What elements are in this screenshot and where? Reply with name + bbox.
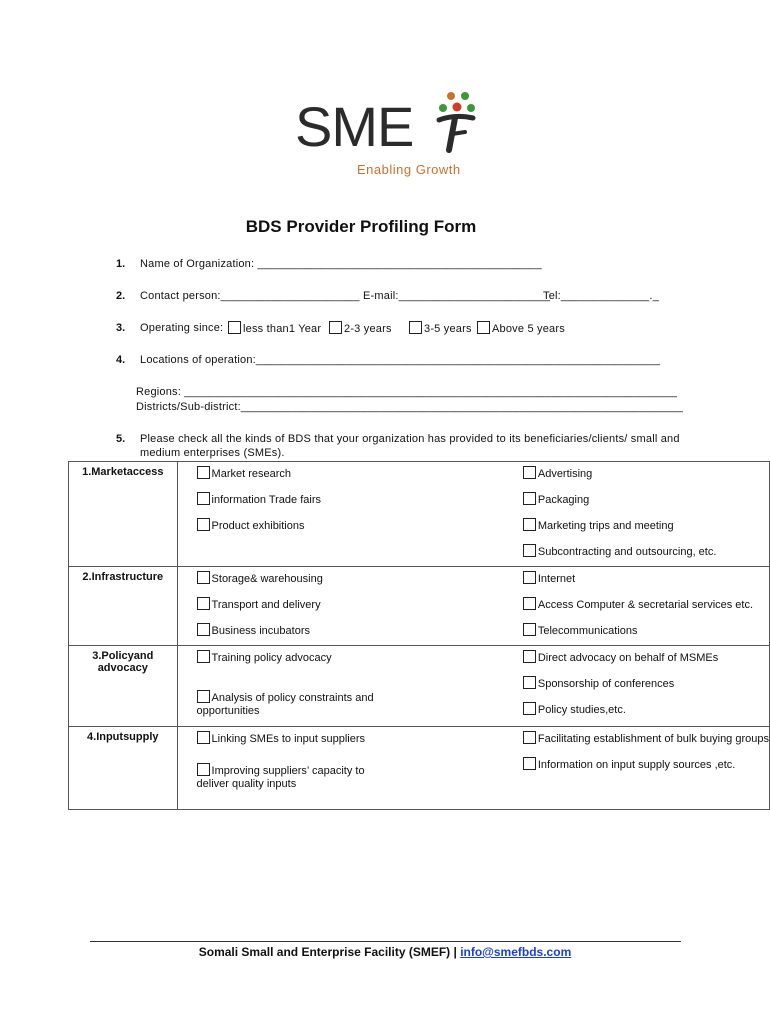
service-option[interactable]: Storage& warehousing — [197, 567, 441, 593]
checkbox-icon — [523, 492, 536, 505]
q3-option-2-3-years[interactable]: 2-3 years — [329, 321, 392, 335]
service-option[interactable]: Marketing trips and meeting — [523, 514, 769, 540]
service-option[interactable]: Advertising — [523, 462, 769, 488]
q3-number: 3. — [116, 322, 126, 334]
checkbox-icon — [523, 623, 536, 636]
service-option[interactable]: Policy studies,etc. — [523, 698, 769, 724]
service-option[interactable]: Product exhibitions — [197, 514, 441, 540]
service-option[interactable]: Sponsorship of conferences — [523, 672, 769, 698]
checkbox-icon — [197, 763, 210, 776]
checkbox-icon — [523, 544, 536, 557]
service-option[interactable]: information Trade fairs — [197, 488, 441, 514]
service-option[interactable]: Facilitating establishment of bulk buying groups — [523, 727, 769, 753]
checkbox-icon — [197, 623, 210, 636]
q3-option-above-5-years[interactable]: Above 5 years — [477, 321, 565, 335]
category-input-supply: 4.Inputsupply — [69, 727, 178, 810]
q4-number: 4. — [116, 354, 126, 366]
service-option[interactable]: Linking SMEs to input suppliers — [197, 727, 377, 759]
footer-email-link[interactable]: info@smefbds.com — [460, 945, 572, 959]
service-option[interactable]: Direct advocacy on behalf of MSMEs — [523, 646, 769, 672]
form-title: BDS Provider Profiling Form — [245, 217, 477, 236]
service-option[interactable]: Business incubators — [197, 619, 441, 645]
q3-label: Operating since: — [140, 322, 224, 334]
q2-tel[interactable]: Tel:______________._ — [543, 290, 659, 302]
checkbox-icon — [523, 650, 536, 663]
checkbox-icon — [197, 650, 210, 663]
q4-regions[interactable]: Regions: ______________________________________________________________________________ — [136, 386, 678, 398]
checkbox-icon — [329, 321, 342, 334]
q3-option-less-than-1-year[interactable]: less than1 Year — [228, 321, 321, 335]
q1-number: 1. — [116, 258, 126, 270]
logo-figure-icon — [425, 88, 485, 158]
checkbox-icon — [477, 321, 490, 334]
service-option[interactable]: Market research — [197, 462, 441, 488]
q2-email[interactable]: E-mail:________________________ — [363, 290, 551, 302]
footer-divider — [90, 941, 681, 942]
q4-locations[interactable]: Locations of operation:________________________________________________________________ — [140, 354, 661, 366]
service-option[interactable]: Improving suppliers’ capacity to deliver quality inputs — [196, 765, 365, 790]
q5-number: 5. — [116, 433, 126, 445]
service-option[interactable]: Internet — [523, 567, 769, 593]
category-infrastructure: 2.Infrastructure — [69, 567, 178, 646]
checkbox-icon — [523, 757, 536, 770]
service-option[interactable]: Analysis of policy constraints and opportunities — [196, 692, 374, 717]
checkbox-icon — [523, 731, 536, 744]
bds-services-table — [68, 461, 770, 810]
checkbox-icon — [523, 518, 536, 531]
checkbox-icon — [197, 518, 210, 531]
smef-logo — [295, 88, 495, 188]
checkbox-icon — [523, 597, 536, 610]
category-policy-advocacy: 3.Policyand advocacy — [69, 646, 178, 727]
footer — [0, 945, 770, 959]
checkbox-icon — [409, 321, 422, 334]
service-option[interactable]: Information on input supply sources ,etc. — [523, 753, 769, 779]
service-option[interactable]: Packaging — [523, 488, 769, 514]
checkbox-icon — [197, 492, 210, 505]
service-option[interactable]: Telecommunications — [523, 619, 769, 645]
category-market-access: 1.Marketaccess — [69, 462, 178, 567]
q5-instruction-line2: medium enterprises (SMEs). — [140, 447, 285, 459]
checkbox-icon — [523, 702, 536, 715]
checkbox-icon — [197, 597, 210, 610]
checkbox-icon — [197, 690, 210, 703]
logo-wordmark: SME — [295, 95, 414, 158]
service-option[interactable]: Training policy advocacy — [197, 646, 397, 686]
checkbox-icon — [197, 731, 210, 744]
checkbox-icon — [197, 466, 210, 479]
checkbox-icon — [228, 321, 241, 334]
q1-organization-name[interactable]: Name of Organization: _____________________________________________ — [140, 258, 542, 270]
checkbox-icon — [523, 571, 536, 584]
footer-organization: Somali Small and Enterprise Facility (SMEF) | — [198, 945, 457, 959]
q4-districts[interactable]: Districts/Sub-district:______________________________________________________________________ — [136, 401, 684, 413]
service-option[interactable]: Access Computer & secretarial services etc. — [523, 593, 769, 619]
logo-tagline: Enabling Growth — [357, 162, 461, 177]
checkbox-icon — [523, 676, 536, 689]
checkbox-icon — [197, 571, 210, 584]
checkbox-icon — [523, 466, 536, 479]
service-option[interactable]: Subcontracting and outsourcing, etc. — [523, 540, 769, 566]
q2-contact-person[interactable]: Contact person:______________________ — [140, 290, 360, 302]
service-option[interactable]: Transport and delivery — [197, 593, 441, 619]
q3-option-3-5-years[interactable]: 3-5 years — [409, 321, 472, 335]
q5-instruction-line1: Please check all the kinds of BDS that your organization has provided to its beneficiaries/clients/ small and — [140, 433, 680, 445]
q2-number: 2. — [116, 290, 126, 302]
